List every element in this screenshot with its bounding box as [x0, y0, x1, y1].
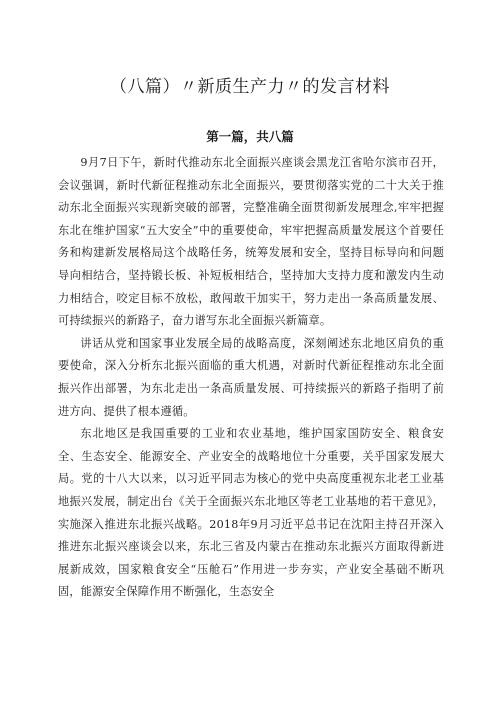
- document-title: （八篇）〃新质生产力〃的发言材料: [110, 77, 390, 97]
- paragraph-2: 讲话从党和国家事业发展全局的战略高度，深刻阐述东北地区肩负的重要使命，深入分析东北振兴面临的重大机遇，对新时代新征程推动东北全面振兴作出部署，为东北走出一条高质量发展、可持续振兴的新路子指明了前进方向、提供了根本遵循。: [58, 336, 444, 418]
- section-title: 第一篇，共八篇: [206, 129, 294, 144]
- paragraph-1: 9月7日下午，新时代推动东北全面振兴座谈会黑龙江省哈尔滨市召开，会议强调，新时代新征程推动东北全面振兴，要贯彻落实党的二十大关于推动东北全面振兴实现新突破的部署，完整准确全面贯彻新发展理念,牢牢把握东北在维护国家“五大安全”中的重要使命，牢牢把握高质量发展这个首要任务和构建新发展格局这个战略任务，统筹发展和安全，坚持目标导向和问题导向相结合，坚持锻长板、补短板相结合，坚持加大支持力度和激发内生动力相结合，咬定目标不放松，敢闯敢干加实干，努力走出一条高质量发展、可持续振兴的新路子，奋力谱写东北全面振兴新篇章。: [58, 156, 444, 328]
- document-body: [58, 152, 444, 604]
- paragraph-3: 东北地区是我国重要的工业和农业基地，维护国家国防安全、粮食安全、生态安全、能源安全、产业安全的战略地位十分重要，关乎国家发展大局。党的十八大以来，以习近平同志为核心的党中央高度重视东北老工业基地振兴发展，制定出台《关于全面振兴东北地区等老工业基地的若干意见》，实施深入推进东北振兴战略。2018年9月习近平总书记在沈阳主持召开深入推进东北振兴座谈会以来，东北三省及内蒙古在推动东北振兴方面取得新进展新成效，国家粮食安全“压舱石”作用进一步夯实，产业安全基础不断巩固，能源安全保障作用不断强化，生态安全: [58, 427, 444, 599]
